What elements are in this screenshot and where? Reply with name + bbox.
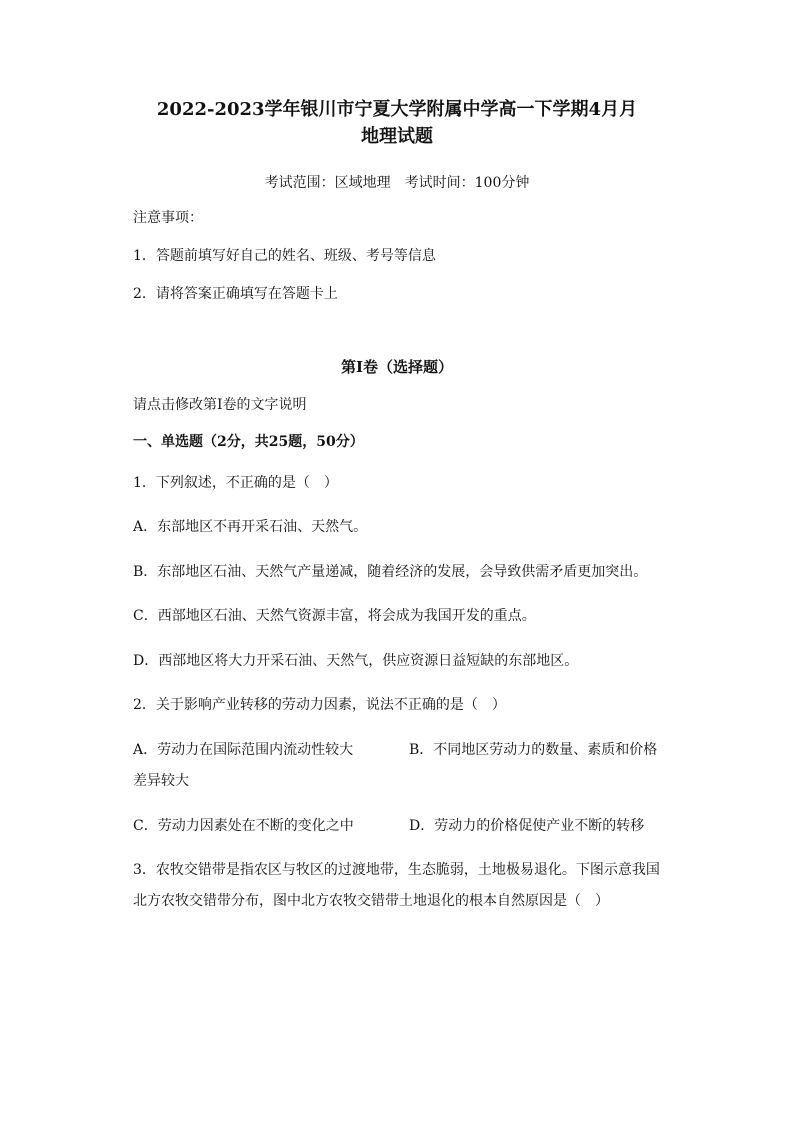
notes-heading: 注意事项： xyxy=(133,210,203,226)
question-2-option-b-continued: 差异较大 xyxy=(133,773,189,789)
question-1-option-c: C．西部地区石油、天然气资源丰富，将会成为我国开发的重点。 xyxy=(133,608,536,624)
section-title: 第I卷（选择题） xyxy=(340,358,454,376)
question-3-stem-line-1: 3．农牧交错带是指农区与牧区的过渡地带，生态脆弱，土地极易退化。下图示意我国 xyxy=(133,862,660,878)
note-item-2: 2．请将答案正确填写在答题卡上 xyxy=(133,286,338,302)
question-2-option-c: C．劳动力因素处在不断的变化之中 xyxy=(133,818,354,834)
question-1-option-d: D．西部地区将大力开采石油、天然气，供应资源日益短缺的东部地区。 xyxy=(133,653,579,669)
question-1-option-b: B．东部地区石油、天然气产量递减，随着经济的发展，会导致供需矛盾更加突出。 xyxy=(133,564,648,580)
question-1-option-a: A．东部地区不再开采石油、天然气。 xyxy=(133,519,368,535)
question-2-option-b: B．不同地区劳动力的数量、素质和价格 xyxy=(409,742,658,758)
question-2-stem: 2．关于影响产业转移的劳动力因素，说法不正确的是（ ） xyxy=(133,697,506,713)
document-title-line-2: 地理试题 xyxy=(361,126,433,147)
note-item-1: 1．答题前填写好自己的姓名、班级、考号等信息 xyxy=(133,248,436,264)
exam-info: 考试范围：区域地理 考试时间：100分钟 xyxy=(264,175,530,191)
section-hint: 请点击修改第I卷的文字说明 xyxy=(133,397,307,413)
question-2-option-d: D．劳动力的价格促使产业不断的转移 xyxy=(409,818,645,834)
question-3-stem-line-2: 北方农牧交错带分布，图中北方农牧交错带土地退化的根本自然原因是（ ） xyxy=(133,893,609,909)
question-1-stem: 1．下列叙述，不正确的是（ ） xyxy=(133,475,338,491)
document-title-line-1: 2022-2023学年银川市宁夏大学附属中学高一下学期4月月 xyxy=(156,99,638,120)
question-2-option-a: A．劳动力在国际范围内流动性较大 xyxy=(133,742,354,758)
part-heading: 一、单选题（2分，共25题，50分） xyxy=(133,434,364,450)
